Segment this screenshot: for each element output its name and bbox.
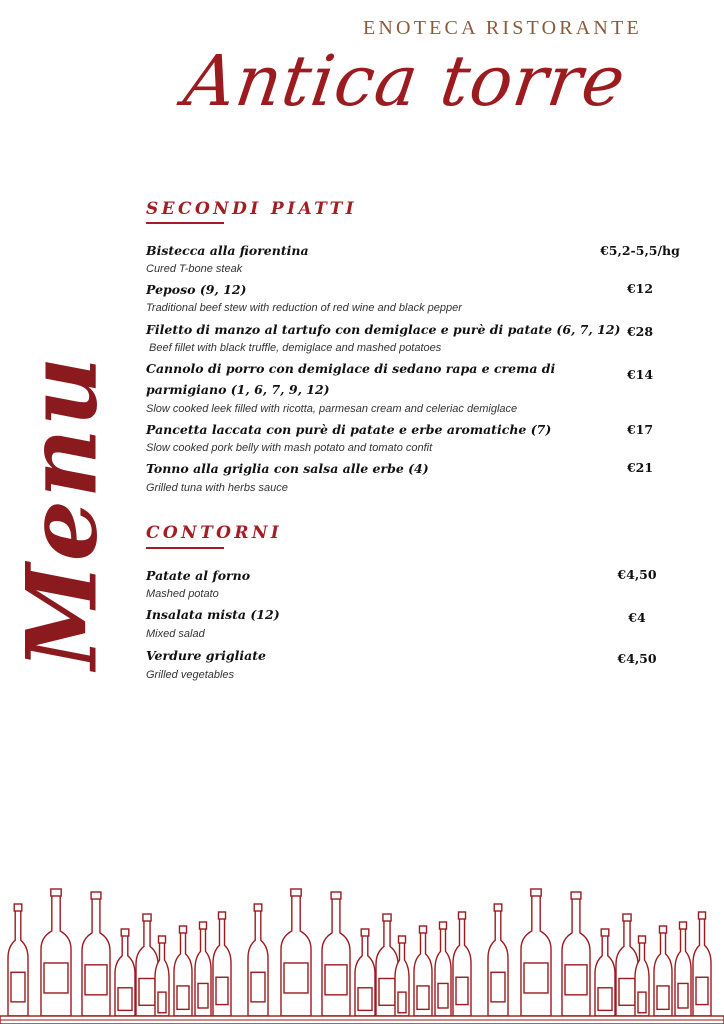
dish-name: Peposo (9, 12) bbox=[146, 282, 247, 297]
bottle-cap-icon bbox=[494, 904, 502, 911]
bottle-label-icon bbox=[198, 983, 208, 1008]
bottle-cap-icon bbox=[159, 936, 166, 943]
dish-price: €5,2-5,5/hg bbox=[600, 243, 680, 258]
bottle-label-icon bbox=[325, 965, 347, 995]
dish-description: Mashed potato bbox=[146, 588, 219, 600]
bottle-cap-icon bbox=[361, 929, 369, 936]
bottle-icon bbox=[281, 895, 311, 1016]
bottle-label-icon bbox=[619, 978, 635, 1005]
bottle-label-icon bbox=[696, 977, 708, 1004]
bottle-label-icon bbox=[358, 988, 372, 1011]
bottle-label-icon bbox=[44, 963, 68, 993]
bottle-cap-icon bbox=[680, 922, 687, 929]
bottle-cap-icon bbox=[51, 889, 61, 896]
bottle-label-icon bbox=[657, 986, 669, 1009]
bottle-label-icon bbox=[216, 977, 228, 1004]
dish-price: €17 bbox=[626, 422, 654, 437]
bottle-cap-icon bbox=[383, 914, 391, 921]
bottle-icon bbox=[322, 898, 350, 1016]
bottle-label-icon bbox=[139, 978, 155, 1005]
dish-description: Traditional beef stew with reduction of red wine and black pepper bbox=[146, 302, 462, 314]
bottle-label-icon bbox=[438, 983, 448, 1008]
dish-name: Tonno alla griglia con salsa alle erbe (4) bbox=[146, 461, 429, 476]
bottle-label-icon bbox=[398, 992, 406, 1013]
bottle-cap-icon bbox=[291, 889, 301, 896]
dish-description: Grilled tuna with herbs sauce bbox=[146, 482, 288, 494]
bottle-label-icon bbox=[251, 972, 265, 1002]
bottle-label-icon bbox=[491, 972, 505, 1002]
bottle-cap-icon bbox=[601, 929, 609, 936]
section-rule bbox=[146, 547, 224, 549]
menu-side-title: Menu bbox=[5, 354, 119, 670]
dish-name: Cannolo di porro con demiglace di sedano rapa e crema di parmigiano (1, 6, 7, 9, 12) bbox=[146, 361, 556, 397]
dish-price: €28 bbox=[626, 324, 654, 339]
dish-price: €4,50 bbox=[617, 567, 657, 582]
dish-name: Pancetta laccata con purè di patate e erbe aromatiche (7) bbox=[146, 422, 552, 437]
bottle-icon bbox=[82, 898, 110, 1016]
bottle-cap-icon bbox=[218, 912, 225, 919]
bottle-cap-icon bbox=[254, 904, 262, 911]
dish-name: Filetto di manzo al tartufo con demiglace e purè di patate (6, 7, 12) bbox=[146, 322, 621, 337]
bottle-label-icon bbox=[11, 972, 25, 1002]
bottle-cap-icon bbox=[571, 892, 581, 899]
bottle-label-icon bbox=[565, 965, 587, 995]
bottle-label-icon bbox=[524, 963, 548, 993]
bottle-cap-icon bbox=[659, 926, 666, 933]
dish-description: Slow cooked leek filled with ricotta, parmesan cream and celeriac demiglace bbox=[146, 403, 518, 415]
section-title-secondi: SECONDI PIATTI bbox=[146, 199, 357, 219]
bottle-cap-icon bbox=[458, 912, 465, 919]
bottle-label-icon bbox=[158, 992, 166, 1013]
restaurant-subtitle: ENOTECA RISTORANTE bbox=[363, 17, 642, 39]
bottle-cap-icon bbox=[331, 892, 341, 899]
dish-name: Bistecca alla fiorentina bbox=[146, 243, 309, 258]
bottle-label-icon bbox=[379, 978, 395, 1005]
dish-description: Mixed salad bbox=[146, 628, 205, 640]
dish-price: €12 bbox=[626, 281, 654, 296]
bottle-cap-icon bbox=[531, 889, 541, 896]
bottle-cap-icon bbox=[91, 892, 101, 899]
bottle-cap-icon bbox=[698, 912, 705, 919]
bottle-label-icon bbox=[598, 988, 612, 1011]
bottle-cap-icon bbox=[179, 926, 186, 933]
bottle-label-icon bbox=[638, 992, 646, 1013]
section-rule bbox=[146, 222, 224, 224]
bottle-icon bbox=[521, 895, 551, 1016]
dish-description: Cured T-bone steak bbox=[146, 263, 243, 275]
dish-description: Grilled vegetables bbox=[146, 669, 235, 681]
bottle-cap-icon bbox=[143, 914, 151, 921]
bottle-cap-icon bbox=[623, 914, 631, 921]
dish-price: €4,50 bbox=[617, 651, 657, 666]
bottle-cap-icon bbox=[200, 922, 207, 929]
dish-description: Slow cooked pork belly with mash potato and tomato confit bbox=[146, 442, 433, 454]
bottles-illustration bbox=[0, 880, 724, 1024]
dish-name: Verdure grigliate bbox=[146, 648, 266, 663]
dish-price: €21 bbox=[626, 460, 654, 475]
bottle-label-icon bbox=[177, 986, 189, 1009]
bottle-label-icon bbox=[85, 965, 107, 995]
dish-name: Insalata mista (12) bbox=[146, 607, 280, 622]
section-title-contorni: CONTORNI bbox=[146, 523, 283, 543]
bottle-label-icon bbox=[118, 988, 132, 1011]
dish-name: Patate al forno bbox=[146, 568, 251, 583]
dish-price: €4 bbox=[628, 610, 646, 625]
restaurant-name: Antica torre bbox=[179, 40, 631, 122]
dish-description: Beef fillet with black truffle, demiglace and mashed potatoes bbox=[149, 342, 442, 354]
bottle-cap-icon bbox=[399, 936, 406, 943]
dish-price: €14 bbox=[626, 367, 654, 382]
bottle-icon bbox=[41, 895, 71, 1016]
bottle-cap-icon bbox=[121, 929, 129, 936]
bottle-label-icon bbox=[678, 983, 688, 1008]
bottle-label-icon bbox=[456, 977, 468, 1004]
bottle-cap-icon bbox=[440, 922, 447, 929]
bottle-icon bbox=[562, 898, 590, 1016]
bottle-cap-icon bbox=[14, 904, 22, 911]
bottle-cap-icon bbox=[419, 926, 426, 933]
bottle-cap-icon bbox=[639, 936, 646, 943]
bottle-label-icon bbox=[417, 986, 429, 1009]
bottle-label-icon bbox=[284, 963, 308, 993]
